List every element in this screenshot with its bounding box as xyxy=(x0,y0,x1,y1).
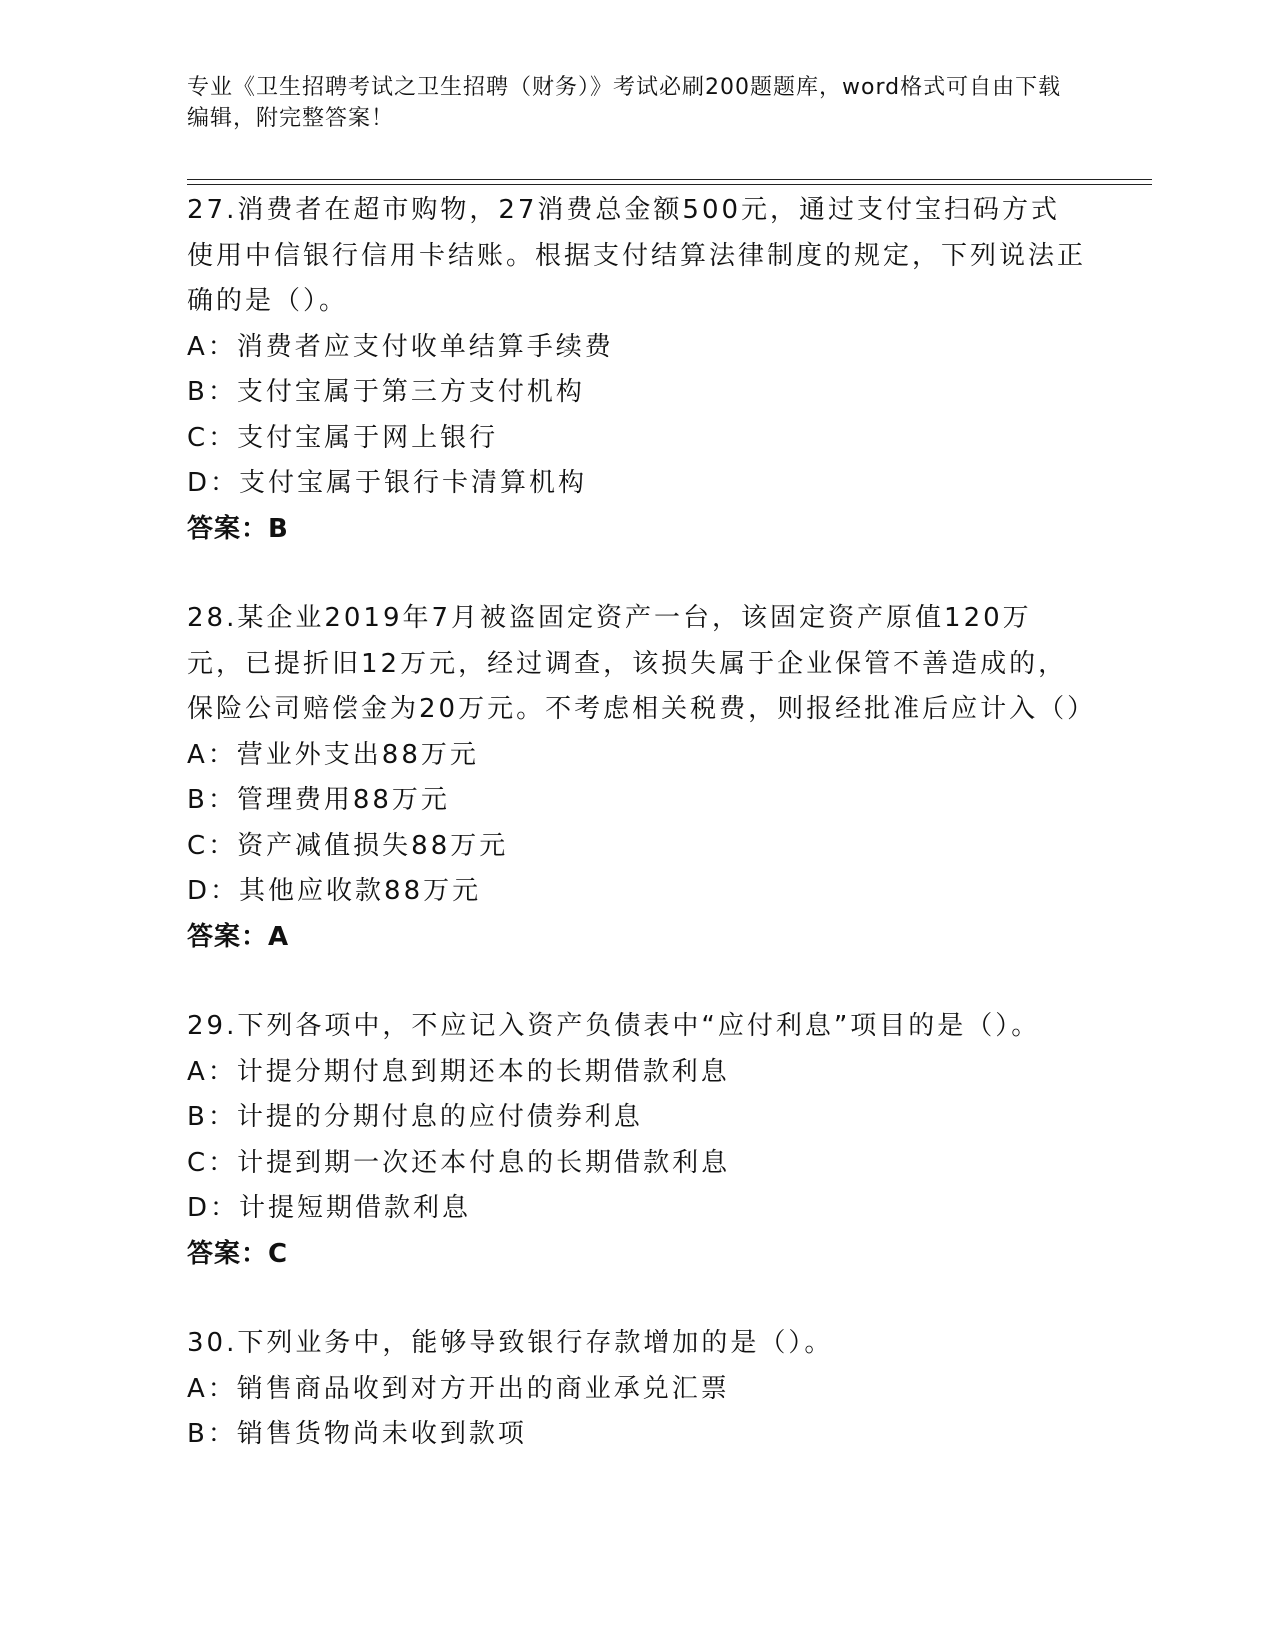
option-d: D：其他应收款88万元 xyxy=(187,876,482,906)
option-d: D：支付宝属于银行卡清算机构 xyxy=(187,468,588,498)
header-divider-bottom xyxy=(187,184,1152,185)
question-27 xyxy=(187,188,1087,552)
answer: 答案：C xyxy=(187,1238,289,1269)
option-d: D：计提短期借款利息 xyxy=(187,1193,472,1223)
option-a: A：计提分期付息到期还本的长期借款利息 xyxy=(187,1056,730,1087)
question-text: 27.消费者在超市购物，27消费总金额500元，通过支付宝扫码方式使用中信银行信用卡结账。根据支付结算法律制度的规定，下列说法正确的是（）。 xyxy=(187,195,1087,316)
option-a: A：营业外支出88万元 xyxy=(187,739,479,770)
question-text: 28.某企业2019年7月被盗固定资产一台，该固定资产原值120万元，已提折旧12万元，经过调查，该损失属于企业保管不善造成的，保险公司赔偿金为20万元。不考虑相关税费，则报经批准后应计入（） xyxy=(187,603,1097,724)
option-b: B：支付宝属于第三方支付机构 xyxy=(187,377,585,407)
question-29 xyxy=(187,1004,1087,1277)
option-b: B：管理费用88万元 xyxy=(187,785,450,815)
questions-container xyxy=(187,188,1097,1502)
option-c: C：资产减值损失88万元 xyxy=(187,830,509,861)
option-b: B：销售货物尚未收到款项 xyxy=(187,1419,527,1449)
question-28 xyxy=(187,596,1097,960)
question-text: 29.下列各项中，不应记入资产负债表中“应付利息”项目的是（）。 xyxy=(187,1011,1041,1041)
option-a: A：消费者应支付收单结算手续费 xyxy=(187,331,614,362)
answer: 答案：A xyxy=(187,921,290,952)
option-a: A：销售商品收到对方开出的商业承兑汇票 xyxy=(187,1373,730,1404)
header-divider-top xyxy=(187,179,1152,180)
option-b: B：计提的分期付息的应付债券利息 xyxy=(187,1102,643,1132)
document-header: 专业《卫生招聘考试之卫生招聘（财务）》考试必刷200题题库，word格式可自由下载编辑，附完整答案！ xyxy=(187,75,1062,131)
answer: 答案：B xyxy=(187,513,289,544)
question-text: 30.下列业务中，能够导致银行存款增加的是（）。 xyxy=(187,1328,834,1358)
option-c: C：支付宝属于网上银行 xyxy=(187,422,499,453)
question-30 xyxy=(187,1321,1087,1458)
option-c: C：计提到期一次还本付息的长期借款利息 xyxy=(187,1147,731,1178)
